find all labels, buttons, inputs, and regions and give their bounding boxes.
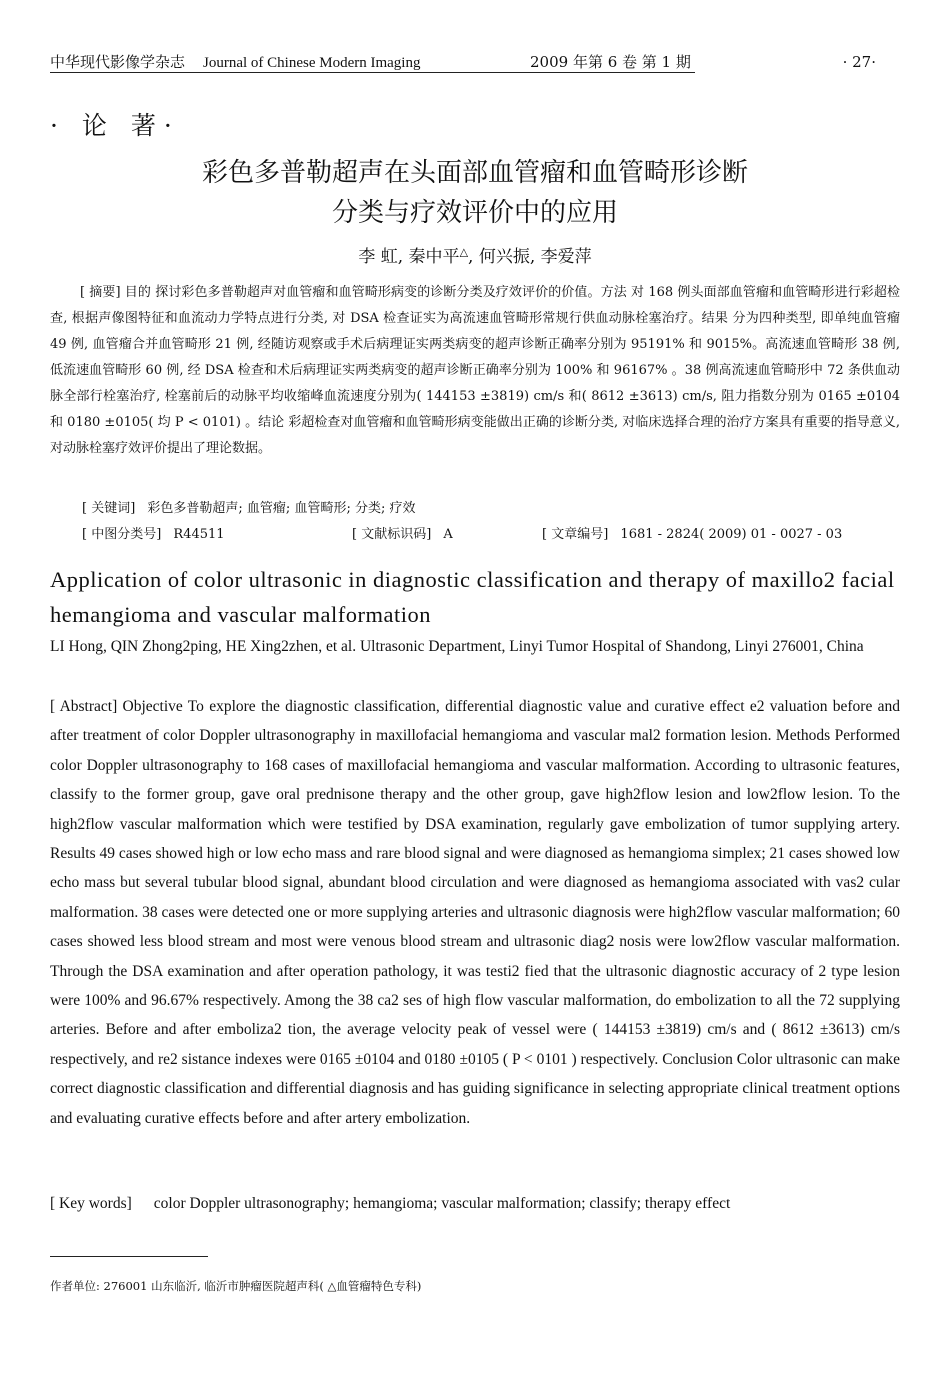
- keywords-zh-text: 彩色多普勒超声; 血管瘤; 血管畸形; 分类; 疗效: [147, 501, 416, 516]
- art-value: 1681 - 2824( 2009) 01 - 0027 - 03: [620, 527, 843, 542]
- abstract-en-text: [ Abstract] Objective To explore the diagnostic classification, differential diagnostic value and curative effect e2 valuation before and after treatment of color Doppler ultrasonography in maxillofacial hemangioma and vascular mal2 formation lesion. Methods Performed color Doppler ultrasonography to 168 cases of maxillofacial hemangioma and vascular malformation. According to ultrasonic features, classify to the former group, gave oral prednisone therapy and the other group, gave high2flow lesion and low2flow lesion. To the high2flow vascular malformation which were testified by DSA examination, regularly gave embolization of tumor supplying artery. Results 49 cases showed high or low echo mass and rare blood signal and were diagnosed as hemangioma simplex; 21 cases showed low echo mass but several tubular blood signal, abundant blood circulation and were diagnosed as hemangioma associated with vas2 cular malformation. 38 cases were detected one or more supplying arteries and ultrasonic diagnosis were high2flow vascular malformation; 60 cases showed less blood stream and most were venous blood stream and ultrasonic diag2 nosis were low2flow vascular malformation. Through the DSA examination and after operation pathology, it was testi2 fied that the ultrasonic diagnostic accuracy of 2 type lesion were 100% and 96.67% respectively. Among the 38 ca2 ses of high flow vascular malformation, do embolization to all the 72 supplying arteries. Before and after emboliza2 tion, the average velocity peak of vessel were ( 144153 ±3819) cm/s and ( 8612 ±3613) cm/s respectively, and re2 sistance indexes were 0165 ±0104 and 0180 ±0105 ( P < 0101 ) respectively. Conclusion Color ultrasonic can make correct diagnostic classification and differential diagnosis and has guiding significance in selecting appropriate clinical treatment options and evaluating curative effects before and after artery embolization.: [50, 698, 900, 1127]
- journal-name: [50, 52, 420, 73]
- keywords-en: [50, 1190, 900, 1218]
- authors-zh-first: 李 虹, 秦中平: [358, 247, 460, 267]
- art-group: [542, 522, 842, 548]
- header-rule: [50, 72, 695, 73]
- classification-line: [50, 522, 932, 548]
- title-zh-line1: 彩色多普勒超声在头面部血管瘤和血管畸形诊断: [201, 158, 748, 188]
- title-en: Application of color ultrasonic in diagnostic classification and therapy of maxillo2 facial hemangioma and vascular malformation: [50, 567, 895, 627]
- author-mark: △: [459, 245, 469, 259]
- footnote-rule: [50, 1256, 208, 1257]
- authors-zh-rest: , 何兴振, 李爱萍: [468, 247, 592, 267]
- doc-label: [ 文献标识码]: [352, 527, 432, 542]
- doc-group: [352, 522, 542, 548]
- keywords-en-text: color Doppler ultrasonography; hemangioma; vascular malformation; classify; therapy effect: [153, 1195, 731, 1212]
- page-number: · 27·: [842, 53, 876, 71]
- doc-value: A: [443, 527, 453, 542]
- authors-zh: [0, 242, 950, 267]
- keywords-en-label: [ Key words]: [50, 1195, 132, 1212]
- art-label: [ 文章编号]: [542, 527, 609, 542]
- section-label: · 论 著·: [50, 111, 180, 140]
- journal-name-en: Journal of Chinese Modern Imaging: [203, 55, 421, 71]
- clc-group: [82, 522, 352, 548]
- title-zh-line2: 分类与疗效评价中的应用: [331, 198, 618, 228]
- abstract-en: [50, 692, 900, 1133]
- abstract-zh-text: [ 摘要] 目的 探讨彩色多普勒超声对血管瘤和血管畸形病变的诊断分类及疗效评价的价值。方法 对 168 例头面部血管瘤和血管畸形进行彩超检查, 根据声像图特征和血流动力学特点进行分类, 对 DSA 检查证实为高流速血管畸形常规行供血动脉栓塞治疗。结果 分为四种类型, 即单纯血管瘤 49 例, 血管瘤合并血管畸形 21 例, 经随访观察或手术后病理证实两类病变的超声诊断正确率分别为 95191% 和 9015%。高流速血管畸形 38 例, 低流速血管畸形 60 例, 经 DSA 检查和术后病理证实两类病变的超声诊断正确率分别为 100% 和 96167% 。38 例高流速血管畸形中 72 条供血动脉全部行栓塞治疗, 栓塞前后的动脉平均收缩峰血流速度分别为( 144153 ±3819) cm/s 和( 8612 ±3613) cm/s, 阻力指数分别为 0165 ±0104 和 0180 ±0105( 均 P < 0101) 。结论 彩超检查对血管瘤和血管畸形病变能做出正确的诊断分类, 对临床选择合理的治疗方案具有重要的指导意义, 对动脉栓塞疗效评价提出了理论数据。: [50, 285, 900, 456]
- keywords-zh-label: [ 关键词]: [82, 501, 136, 516]
- clc-label: [ 中图分类号]: [82, 527, 162, 542]
- abstract-zh: [50, 280, 900, 462]
- clc-value: R44511: [173, 527, 225, 542]
- authors-en: LI Hong, QIN Zhong2ping, HE Xing2zhen, et al. Ultrasonic Department, Linyi Tumor Hospital of Shandong, Linyi 276001, China: [50, 638, 864, 655]
- issue-info: 2009 年第 6 卷 第 1 期: [530, 53, 691, 71]
- keywords-zh: [50, 496, 932, 522]
- author-affiliation-footnote: 作者单位: 276001 山东临沂, 临沂市肿瘤医院超声科( △血管瘤特色专科): [50, 1279, 422, 1293]
- running-header: [50, 52, 900, 74]
- journal-name-zh: 中华现代影像学杂志: [50, 53, 186, 71]
